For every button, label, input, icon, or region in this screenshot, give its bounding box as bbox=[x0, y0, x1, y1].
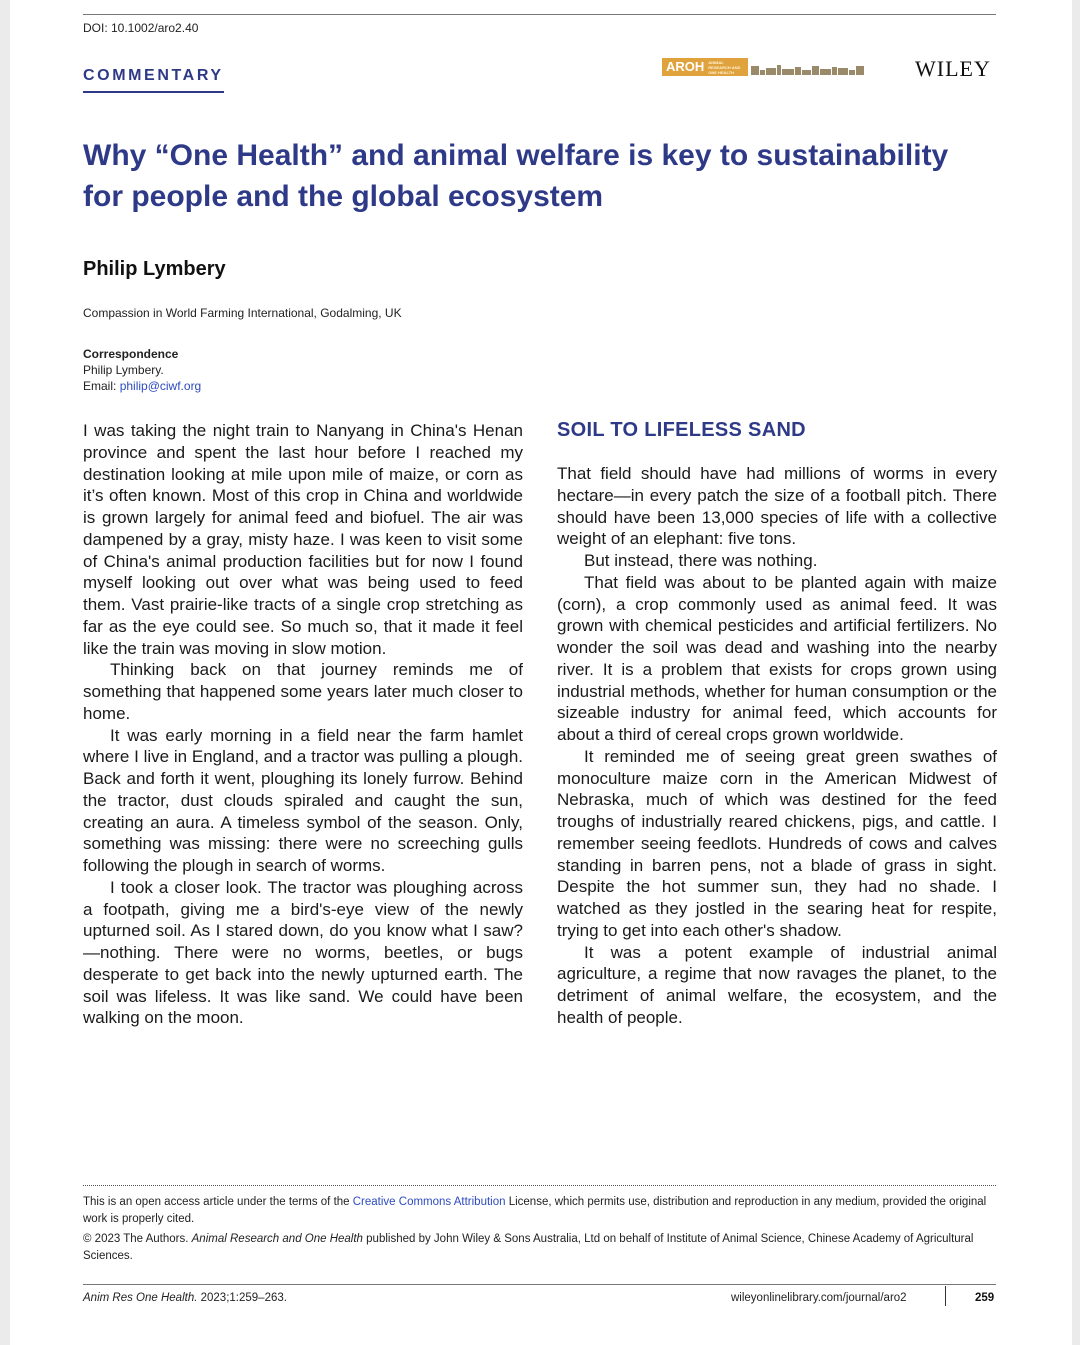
animal-silhouettes-icon bbox=[751, 59, 864, 75]
affiliation: Compassion in World Farming International, Godalming, UK bbox=[83, 306, 402, 320]
body-paragraph: I was taking the night train to Nanyang in China's Henan province and spent the last hour before I reached my destination looking at mile upon mile of maize, or corn as it’s often known. Most of this crop in China and worldwide is grown largely for animal feed and biofuel. The air was dampened by a gray, misty haze. I was keen to visit some of China's animal production facilities but for now I found myself looking out over what was being used to feed them. Vast prairie-like tracts of a single crop stretching as far as the eye could see. So much so, that it made it feel like the train was moving in slow motion. bbox=[83, 421, 523, 658]
footer-citation bbox=[83, 1292, 287, 1304]
correspondence-block bbox=[83, 346, 201, 394]
correspondence-email-row bbox=[83, 378, 201, 394]
body-paragraph: That field was about to be planted again with maize (corn), a crop commonly used as animal feed. It was grown with chemical pesticides and artificial fertilizers. No wonder the soil was dead and washing into the nearby river. It is a problem that exists for crops grown using industrial methods, whether for human consumption or the sizeable industry for animal feed, which accounts for about a third of cereal crops grown worldwide. bbox=[557, 572, 997, 744]
body-column-left bbox=[83, 420, 523, 1029]
copyright-suffix: published by John Wiley & Sons Australia, Ltd on behalf of Institute of Animal Science, Chinese Academy of Agricultural Sciences. bbox=[83, 1233, 974, 1262]
body-paragraph: I took a closer look. The tractor was ploughing across a footpath, giving me a bird's-eye view of the newly upturned soil. As I stared down, do you know what I saw?—nothing. There were no worms, beetles, or bugs desperate to get back into the newly upturned earth. The soil was lifeless. It was like sand. We could have been walking on the moon. bbox=[83, 877, 523, 1028]
section-label: COMMENTARY bbox=[83, 67, 224, 93]
journal-logo bbox=[662, 58, 864, 76]
body-paragraph: It was a potent example of industrial animal agriculture, a regime that now ravages the planet, to the detriment of animal welfare, the ecosystem, and the health of people. bbox=[557, 942, 997, 1027]
journal-url[interactable]: wileyonlinelibrary.com/journal/aro2 bbox=[731, 1292, 907, 1304]
page-number: 259 bbox=[975, 1292, 995, 1304]
copyright-journal: Animal Research and One Health bbox=[191, 1233, 363, 1245]
correspondence-name: Philip Lymbery. bbox=[83, 363, 164, 377]
body-paragraph: It reminded me of seeing great green swathes of monoculture maize corn in the American Midwest of Nebraska, much of which was destined for the feed troughs of industrially reared chickens, pigs, and cattle. I remember seeing feedlots. Hundreds of cows and calves standing in barren pens, not a blade of grass in sight. Despite the hot summer sun, they had no shade. I watched as they jostled in the searing heat for respite, trying to get into each other's shadow. bbox=[557, 746, 997, 940]
copyright-prefix: © 2023 The Authors. bbox=[83, 1233, 192, 1245]
article-title: Why “One Health” and animal welfare is key to sustainability for people and the global ecosystem bbox=[83, 139, 949, 213]
publisher-logo[interactable]: WILEY bbox=[915, 56, 991, 81]
aroh-badge bbox=[662, 58, 748, 76]
body-column-right bbox=[557, 419, 997, 1029]
bottom-rule bbox=[83, 1284, 996, 1285]
aroh-badge-subtext: ANIMAL RESEARCH AND ONE HEALTH bbox=[708, 59, 741, 75]
copyright-note bbox=[83, 1231, 996, 1265]
license-note bbox=[83, 1194, 996, 1228]
license-suffix: License, which permits use, distribution and reproduction in any medium, provided the original work is properly cited. bbox=[83, 1196, 987, 1225]
email-label: Email: bbox=[83, 379, 120, 393]
footer-divider bbox=[945, 1286, 946, 1306]
doi[interactable]: DOI: 10.1002/aro2.40 bbox=[83, 21, 199, 35]
author-name[interactable]: Philip Lymbery bbox=[83, 258, 226, 280]
body-paragraph: Thinking back on that journey reminds me of something that happened some years later much closer to home. bbox=[83, 660, 523, 723]
article-page bbox=[10, 0, 1072, 1345]
footer-dotted-rule bbox=[83, 1185, 996, 1186]
body-paragraph: It was early morning in a field near the farm hamlet where I live in England, and a tractor was pulling a plough. Back and forth it went, ploughing its lonely furrow. Behind the tractor, dust clouds spiraled and caught the sun, creating an aura. A timeless symbol of the season. Only, something was missing: there were no screeching gulls following the plough in search of worms. bbox=[83, 725, 523, 875]
top-rule bbox=[83, 14, 996, 15]
citation-journal: Anim Res One Health. bbox=[83, 1292, 198, 1304]
correspondence-heading: Correspondence bbox=[83, 347, 179, 361]
body-paragraph: That field should have had millions of worms in every hectare—in every patch the size of a football pitch. There should have been 13,000 species of life with a collective weight of an elephant: five tons. bbox=[557, 464, 997, 549]
citation-details: 2023;1:259–263. bbox=[197, 1292, 287, 1304]
body-paragraph: But instead, there was nothing. bbox=[584, 551, 818, 570]
email-link[interactable]: philip@ciwf.org bbox=[119, 379, 202, 393]
aroh-badge-text: AROH bbox=[666, 59, 705, 74]
section-heading: SOIL TO LIFELESS SAND bbox=[557, 419, 806, 441]
license-prefix: This is an open access article under the terms of the bbox=[83, 1196, 353, 1208]
license-link[interactable]: Creative Commons Attribution bbox=[352, 1196, 506, 1208]
